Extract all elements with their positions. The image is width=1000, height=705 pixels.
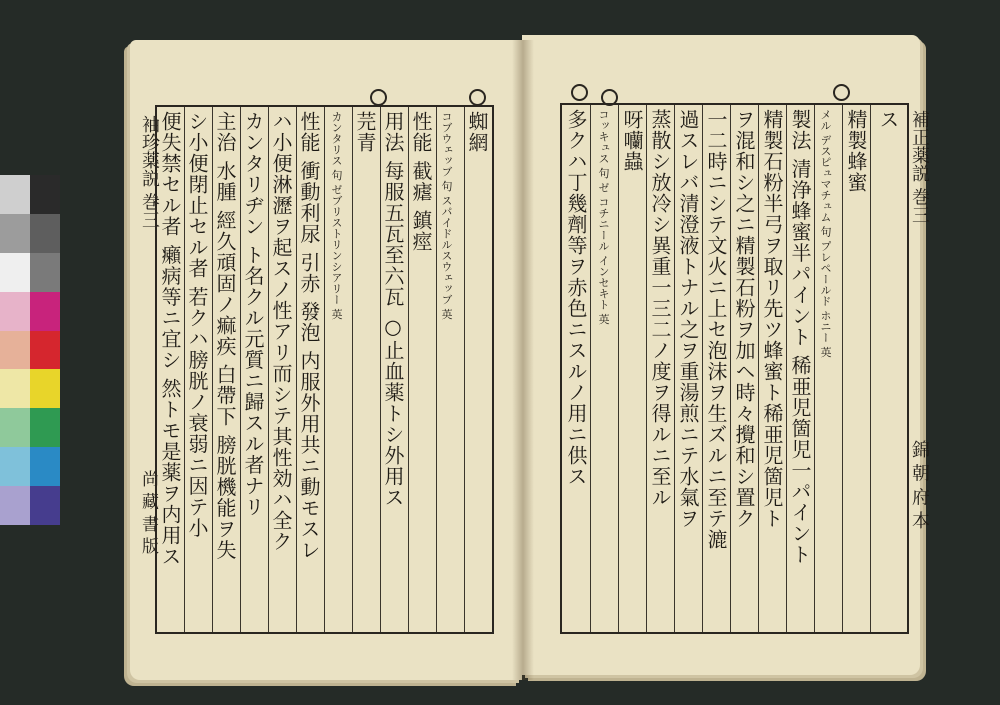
color-swatch xyxy=(30,447,60,486)
color-swatch xyxy=(30,253,60,292)
text-column: 精製蜂蜜 xyxy=(844,109,868,193)
color-swatch xyxy=(0,292,30,331)
text-column: コッキュス 句 ゼ コチニール インセキト 英 xyxy=(597,109,610,325)
binding-hole xyxy=(833,84,850,101)
text-column: 芫青 xyxy=(353,111,377,153)
text-column: 便失禁セル者 癩病等ニ宜シ 然トモ是薬ヲ内用ス xyxy=(158,111,182,567)
text-column: 主治 水腫 經久頑固ノ痲疾 白帶下 膀胱機能ヲ失 xyxy=(213,111,237,561)
book-gutter xyxy=(512,40,534,680)
color-swatch xyxy=(30,486,60,525)
color-calibration-strip xyxy=(0,175,60,525)
left-margin-title: 袖珍薬説 巻三 xyxy=(139,115,160,229)
color-swatch xyxy=(0,175,30,214)
text-column: 用法 每服五瓦至六瓦 ○止血薬トシ外用ス xyxy=(381,111,405,508)
color-swatch xyxy=(0,369,30,408)
text-column: メル デスピュマチュム 句 プレペールド ホニー 英 xyxy=(819,109,832,358)
left-text-frame xyxy=(155,105,494,634)
text-column: 過スレバ清澄液トナル之ヲ重湯煎ニテ水氣ヲ xyxy=(676,109,700,529)
text-column: ヲ混和シ之ニ精製石粉ヲ加ヘ時々攪和シ置ク xyxy=(732,109,756,529)
binding-hole xyxy=(571,84,588,101)
text-column: 多クハ丁幾劑等ヲ赤色ニスルノ用ニ供ス xyxy=(564,109,588,487)
color-swatch xyxy=(0,408,30,447)
text-column: 性能 截瘧 鎮痙 xyxy=(409,111,433,252)
color-swatch xyxy=(30,175,60,214)
right-margin-footer: 錦 朝 府 本 xyxy=(909,440,930,530)
text-column: ス xyxy=(876,109,900,130)
left-margin-footer: 尚 藏 書 版 xyxy=(138,470,158,555)
color-swatch xyxy=(0,214,30,253)
color-swatch xyxy=(30,369,60,408)
text-column: 製法 清浄蜂蜜半パイント 稀亜児箇児一パイント xyxy=(788,109,812,565)
right-margin-title: 補正薬説 巻三 xyxy=(909,110,930,224)
text-column: 蒸散シ放冷シ異重一三二ノ度ヲ得ルニ至ル xyxy=(648,109,672,508)
text-column: 呀囒蟲 xyxy=(620,109,644,172)
color-swatch xyxy=(0,486,30,525)
text-column: 蜘網 xyxy=(465,111,489,153)
text-column: シ小便閉止セル者 若クハ膀胱ノ衰弱ニ因テ小 xyxy=(185,111,209,539)
color-swatch xyxy=(0,253,30,292)
text-column: ハ小便淋瀝ヲ起スノ性アリ而シテ其性効ハ全ク xyxy=(269,111,293,552)
text-column: 一二時ニシテ文火ニ上セ泡沫ヲ生ズルニ至テ漉 xyxy=(704,109,728,550)
text-column: 性能 衝動利尿 引赤 發泡 内服外用共ニ動モスレ xyxy=(297,111,321,561)
right-text-frame xyxy=(560,103,909,634)
text-column: カンタリヂン ト名クル元質ニ歸スル者ナリ xyxy=(241,111,265,518)
color-swatch xyxy=(30,214,60,253)
text-column: コブウェッブ 句 スパイドルスウェッブ 英 xyxy=(440,111,453,320)
binding-hole xyxy=(370,89,387,106)
text-column: 精製石粉半弓ヲ取リ先ツ蜂蜜ト稀亜児箇児ト xyxy=(760,109,784,529)
color-swatch xyxy=(30,331,60,370)
text-column: カンタリス 句 ゼブリストリンシアリー 英 xyxy=(330,111,343,320)
binding-hole xyxy=(469,89,486,106)
color-swatch xyxy=(0,447,30,486)
color-swatch xyxy=(0,331,30,370)
color-swatch xyxy=(30,292,60,331)
color-swatch xyxy=(30,408,60,447)
